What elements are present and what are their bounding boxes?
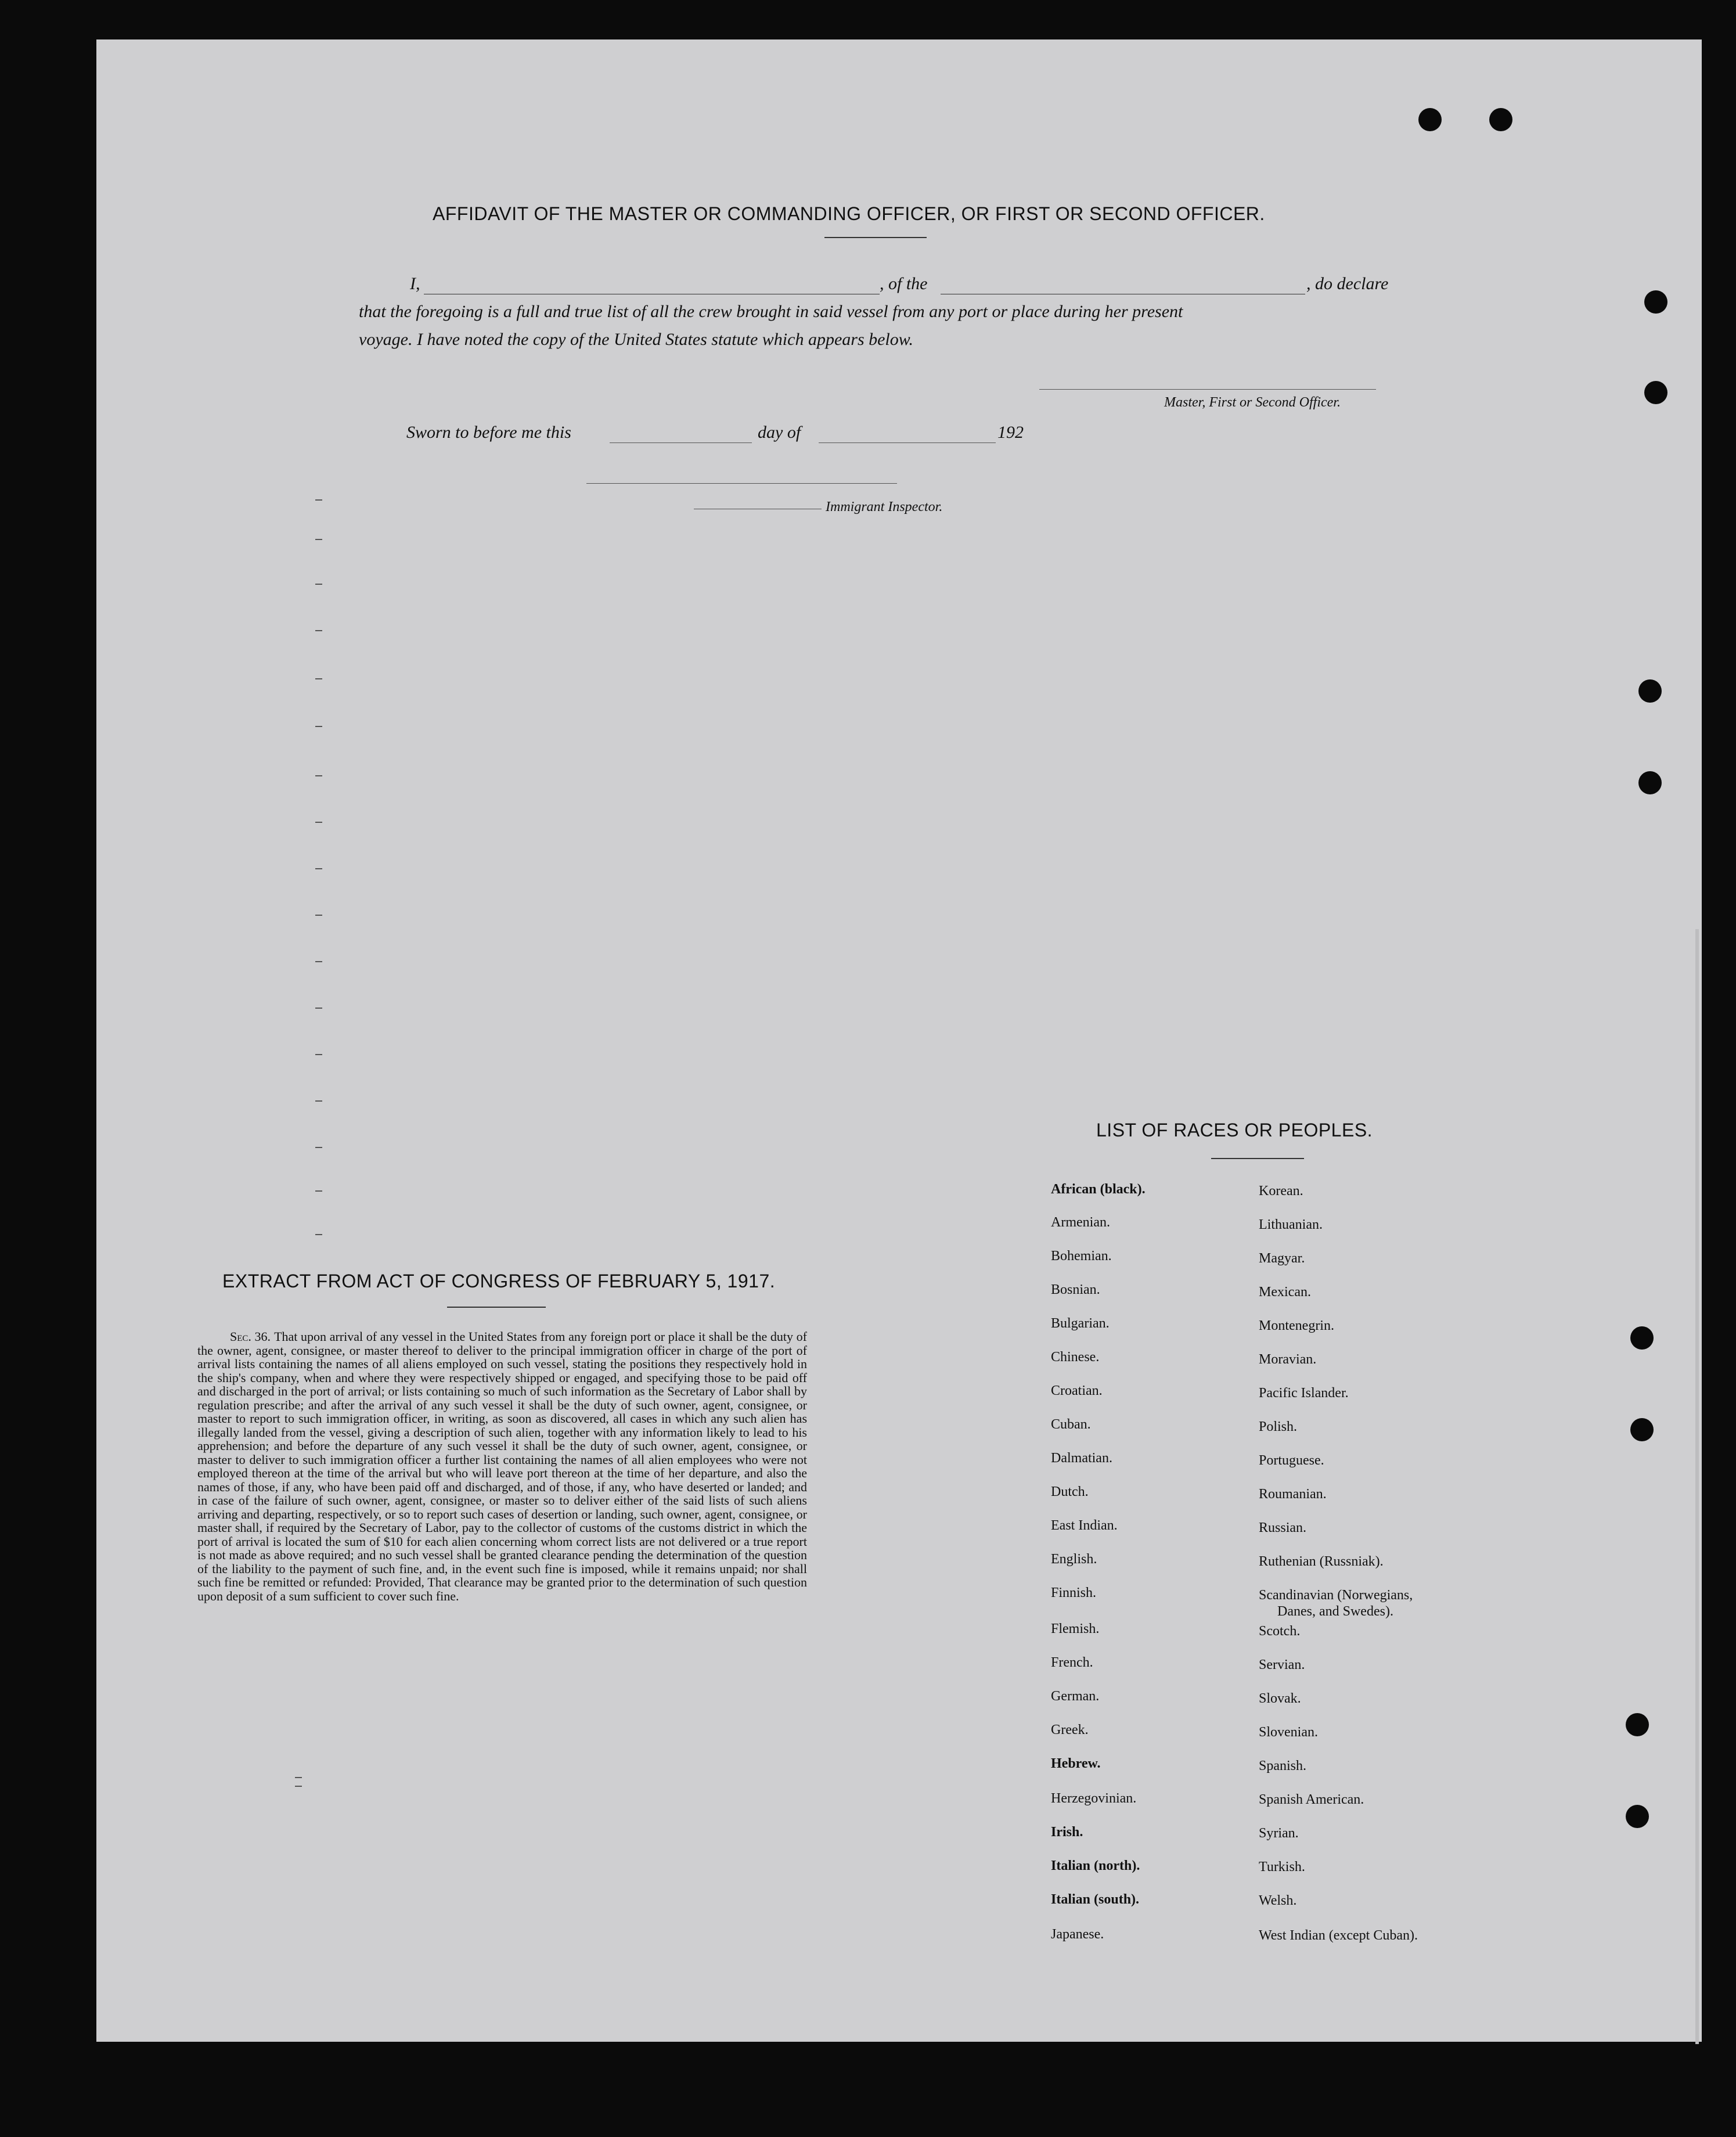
margin-tick (315, 868, 322, 869)
margin-tick (315, 961, 322, 962)
race-item: Spanish. (1259, 1758, 1307, 1773)
race-item: Roumanian. (1259, 1487, 1327, 1502)
race-item: Moravian. (1259, 1352, 1317, 1367)
race-item: Pacific Islander. (1259, 1386, 1349, 1401)
margin-tick (315, 726, 322, 727)
punch-hole (1644, 381, 1667, 404)
race-item: Magyar. (1259, 1251, 1305, 1266)
margin-tick (315, 1234, 322, 1235)
sworn-day-blank[interactable] (610, 442, 752, 443)
punch-hole (1638, 771, 1662, 794)
race-item: Russian. (1259, 1520, 1307, 1535)
race-item: Irish. (1051, 1825, 1083, 1840)
margin-tick (315, 584, 322, 585)
margin-tick (315, 1008, 322, 1009)
race-item: English. (1051, 1552, 1097, 1567)
punch-hole (1644, 290, 1667, 314)
extract-title: EXTRACT FROM ACT OF CONGRESS OF FEBRUARY 5, 1917. (222, 1271, 776, 1291)
race-item: Bosnian. (1051, 1282, 1100, 1297)
year-label: 192 (997, 423, 1024, 442)
races-underline (1211, 1158, 1304, 1159)
race-item: Turkish. (1259, 1859, 1305, 1875)
race-item: Japanese. (1051, 1927, 1104, 1942)
race-item: Scotch. (1259, 1624, 1301, 1639)
race-item: Spanish American. (1259, 1792, 1364, 1807)
race-item: Korean. (1259, 1183, 1303, 1199)
signature-line[interactable] (1039, 389, 1376, 390)
margin-tick (315, 1054, 322, 1055)
section-label: Sec. 36. (230, 1329, 271, 1344)
race-item: Flemish. (1051, 1621, 1100, 1636)
race-item: Montenegrin. (1259, 1318, 1334, 1333)
punch-hole (1630, 1418, 1654, 1441)
punch-hole (1630, 1326, 1654, 1350)
race-item: Syrian. (1259, 1826, 1299, 1841)
race-item: Slovak. (1259, 1691, 1301, 1706)
race-item: Italian (north). (1051, 1858, 1140, 1873)
race-item: Greek. (1051, 1722, 1089, 1737)
punch-hole (1418, 108, 1442, 131)
race-item: West Indian (except Cuban). (1259, 1928, 1418, 1943)
affidavit-i-label: I, (410, 274, 420, 293)
extract-underline (447, 1307, 546, 1308)
race-item: Herzegovinian. (1051, 1791, 1137, 1806)
margin-tick (315, 775, 322, 776)
day-of-label: day of (758, 423, 801, 442)
margin-tick (315, 539, 322, 540)
sworn-label: Sworn to before me this (406, 423, 571, 442)
race-item: Italian (south). (1051, 1892, 1140, 1907)
inspector-label: Immigrant Inspector. (826, 499, 943, 515)
race-item: Ruthenian (Russniak). (1259, 1554, 1384, 1569)
race-item: Danes, and Swedes). (1277, 1604, 1393, 1619)
race-item: Welsh. (1259, 1893, 1297, 1908)
punch-hole (1626, 1713, 1649, 1736)
margin-tick (315, 630, 322, 631)
race-item: Portuguese. (1259, 1453, 1324, 1468)
margin-tick (315, 499, 322, 501)
margin-tick (315, 822, 322, 823)
race-item: Finnish. (1051, 1585, 1097, 1600)
race-item: Servian. (1259, 1657, 1305, 1672)
race-item: Hebrew. (1051, 1756, 1101, 1771)
inspector-line[interactable] (586, 483, 897, 484)
race-item: Bulgarian. (1051, 1316, 1110, 1331)
race-item: East Indian. (1051, 1518, 1118, 1533)
race-item: French. (1051, 1655, 1093, 1670)
sworn-month-blank[interactable] (819, 442, 996, 443)
race-item: Croatian. (1051, 1383, 1103, 1398)
race-item: African (black). (1051, 1182, 1146, 1197)
race-item: Armenian. (1051, 1215, 1110, 1230)
affidavit-title: AFFIDAVIT OF THE MASTER OR COMMANDING OFFICER, OR FIRST OR SECOND OFFICER. (433, 203, 1265, 224)
title-underline (824, 237, 927, 238)
margin-tick (315, 1147, 322, 1148)
margin-tick (315, 915, 322, 916)
race-item: German. (1051, 1689, 1100, 1704)
page-edge (1695, 929, 1699, 2044)
margin-tick (315, 1190, 322, 1192)
punch-hole (1489, 108, 1512, 131)
race-item: Bohemian. (1051, 1249, 1112, 1264)
margin-tick (295, 1777, 302, 1778)
margin-tick (315, 678, 322, 679)
do-declare-label: , do declare (1306, 274, 1389, 293)
signature-label: Master, First or Second Officer. (1164, 395, 1341, 410)
of-the-label: , of the (880, 274, 928, 293)
race-item: Scandinavian (Norwegians, (1259, 1588, 1413, 1603)
punch-hole (1626, 1805, 1649, 1828)
race-item: Chinese. (1051, 1350, 1100, 1365)
race-item: Cuban. (1051, 1417, 1091, 1432)
races-title: LIST OF RACES OR PEOPLES. (1096, 1120, 1373, 1141)
race-item: Lithuanian. (1259, 1217, 1323, 1232)
race-item: Slovenian. (1259, 1725, 1318, 1740)
race-item: Dutch. (1051, 1484, 1089, 1499)
extract-body (197, 1330, 807, 1603)
race-item: Mexican. (1259, 1285, 1311, 1300)
margin-tick (315, 1100, 322, 1102)
race-item: Dalmatian. (1051, 1451, 1112, 1466)
affidavit-line-1: that the foregoing is a full and true list of all the crew brought in said vessel from any port or place during her present (359, 302, 1183, 321)
punch-hole (1638, 679, 1662, 703)
margin-tick (295, 1786, 302, 1787)
section-text: That upon arrival of any vessel in the United States from any foreign port or place it shall be the duty of the owner, agent, consignee, or master thereof to deliver to the principal immigration officer in charge of the port of arrival lists containing the names of all aliens employed on such vessel, stating the positions they respectively hold in the ship's company, when and where they were respectively shipped or engaged, and specifying those to be paid off and discharged in the port of arrival; or lists containing so much of such information as the Secretary of Labor shall by regulation prescribe; and after the arrival of any such vessel it shall be the duty of such owner, agent, consignee, or master to report to such immigration officer, in writing, as soon as discovered, all cases in which any such alien has illegally landed from the vessel, giving a description of such alien, together with any information likely to lead to his apprehension; and before the departure of any such vessel it shall be the duty of such owner, agent, consignee, or master to deliver to such immigration officer a further list containing the names of all alien employees who were not employed thereon at the time of the arrival but who will leave port thereon at the time of her departure, and also the names of those, if any, who have been paid off and discharged, and of those, if any, who have deserted or landed; and in case of the failure of such owner, agent, consignee, or master so to deliver either of the said lists of such aliens arriving and departing, respectively, or so to report such cases of desertion or landing, such owner, agent, consignee, or master shall, if required by the Secretary of Labor, pay to the collector of customs of the customs district in which the port of arrival is located the sum of $10 for each alien concerning whom correct lists are not delivered or a true report is not made as above required; and no such vessel shall be granted clearance pending the determination of the question of the liability to the payment of such fine, and, in the event such fine is imposed, while it remains unpaid; nor shall such fine be remitted or refunded: Provided, That clearance may be granted prior to the determination of such question upon deposit of a sum sufficient to cover such fine. (197, 1329, 807, 1603)
affidavit-line-2: voyage. I have noted the copy of the United States statute which appears below. (359, 330, 914, 349)
race-item: Polish. (1259, 1419, 1298, 1434)
